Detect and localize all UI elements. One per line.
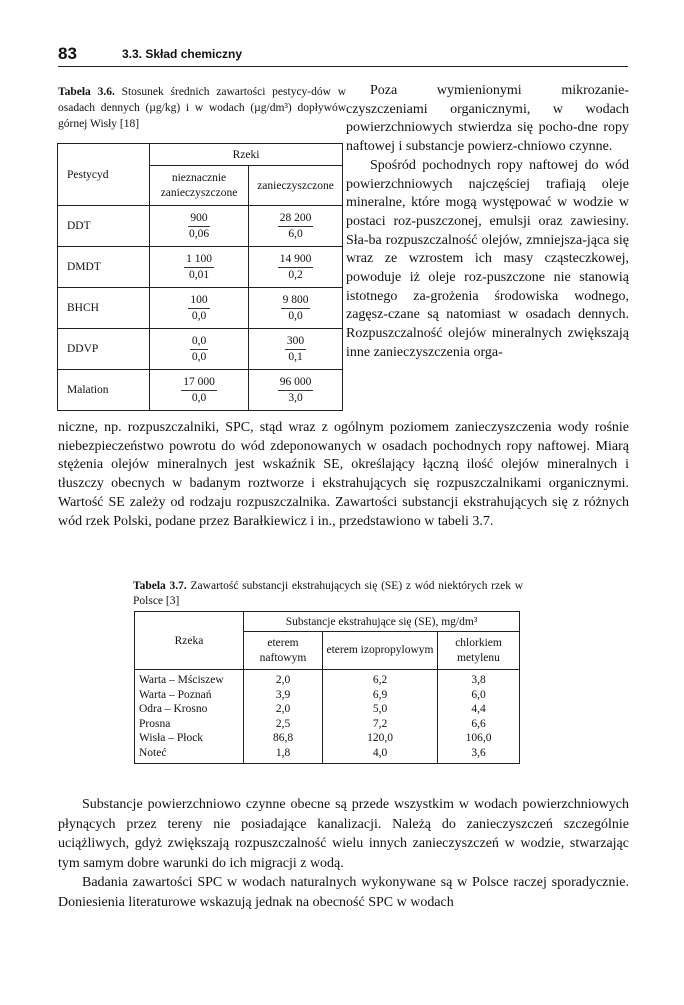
row-label: Odra – Krosno [135, 702, 244, 717]
table-row [58, 370, 343, 411]
body-text-bottom [58, 795, 629, 912]
table-row [58, 288, 343, 329]
section-title: 3.3. Skład chemiczny [122, 47, 243, 61]
cell-value: 6,2 [323, 670, 438, 688]
column-header: nieznacznie zanieczyszczone [150, 166, 249, 206]
cell-value: 7,2 [323, 717, 438, 732]
paragraph: Spośród pochodnych ropy naftowej do wód powierzchniowych najczęściej trafiają oleje mineralne, które mogą występować w wodzie w postaci roz-puszczonej, emulsji oraz zawiesiny. Sła-ba rozpuszczalność olejów, zmniejsza-jąca się wraz ze wzrostem ich masy cząsteczkowej, powoduje iż oleje roz-puszczone nie stanowią istotnego za-grożenia środowiska wodnego, zagęsz-czane są natomiast w osadach dennych. Rozpuszczalność olejów mineralnych zwiększają inne zanieczyszczenia orga- [346, 157, 629, 360]
cell-value: 2,5 [244, 717, 323, 732]
row-label: DDVP [58, 329, 150, 370]
cell-value: 106,0 [438, 731, 520, 746]
body-text [58, 419, 629, 531]
cell-value: 9 800 [281, 294, 311, 309]
column-header: zanieczyszczone [249, 166, 343, 206]
column-header: eterem naftowym [244, 632, 323, 670]
cell-value: 0,0 [191, 391, 207, 404]
cell-value: 6,0 [438, 688, 520, 703]
row-label: BHCH [58, 288, 150, 329]
column-header: Rzeka [135, 612, 244, 670]
row-label: DDT [58, 206, 150, 247]
table-caption-text: Zawartość substancji ekstrahujących się (SE) z wód niektórych rzek w Polsce [3] [133, 580, 524, 607]
paragraph: Substancje powierzchniowo czynne obecne są przede wszystkim w wodach powierzchniowych płynących przez tereny nie posiadające kanalizacji. Należą do zanieczyszczeń szczególnie uciążliwych, gdyż zwiększają rozpuszczalność wielu innych zanieczyszczeń w wodzie, stwarzając tym samym dobre warunki do ich migracji z wodą. [58, 797, 629, 871]
table-caption-label: Tabela 3.6. [58, 86, 115, 98]
table-caption-label: Tabela 3.7. [133, 580, 187, 592]
cell-value: 4,4 [438, 702, 520, 717]
cell-value: 5,0 [323, 702, 438, 717]
paragraph: niczne, np. rozpuszczalniki, SPC, stąd wraz z ogólnym poziomem zanieczyszczenia wody rośnie niebezpieczeństwo powrotu do wód zdeponowanych w osadach pochodnych ropy naftowej. Miarą stężenia olejów mineralnych jest wskaźnik SE, określający łączną ilość olejów mineralnych i tłuszczy obecnych w badanym roztworze i ekstrahujących się rozpuszczalnikami organicznymi. Wartość SE zależy od rodzaju rozpuszczalnika. Zawartości substancji ekstrahujących się z różnych wód rzek Polski, podane przez Barałkiewicz i in., przedstawiono w tabeli 3.7. [58, 420, 629, 529]
cell-value: 2,0 [244, 670, 323, 688]
paragraph: Poza wymienionymi mikrozanie-czyszczeniami organicznymi, w wodach powierzchniowych stwierdza się pocho-dne ropy naftowej i substancje powierz-chniowo czynne. [346, 83, 629, 155]
column-header: eterem izopropylowym [323, 632, 438, 670]
cell-value: 0,2 [288, 268, 303, 281]
row-label: Noteć [135, 746, 244, 764]
cell-value: 1,8 [244, 746, 323, 764]
table-caption [58, 84, 346, 132]
table-row [135, 688, 520, 703]
cell-value: 3,0 [288, 391, 303, 404]
cell-value: 0,0 [190, 335, 208, 350]
row-label: DMDT [58, 247, 150, 288]
cell-value: 28 200 [278, 212, 314, 227]
row-label: Prosna [135, 717, 244, 732]
page-header [58, 42, 628, 67]
cell-value: 0,01 [188, 268, 210, 281]
row-label: Malation [58, 370, 150, 411]
table-row [135, 746, 520, 764]
right-column-text [346, 82, 629, 363]
pesticide-table [57, 143, 343, 411]
cell-value: 3,8 [438, 670, 520, 688]
cell-value: 6,6 [438, 717, 520, 732]
cell-value: 0,0 [191, 350, 207, 363]
table-row [58, 247, 343, 288]
cell-value: 96 000 [278, 376, 314, 391]
table-row [135, 702, 520, 717]
table-row [58, 329, 343, 370]
row-label: Warta – Mściszew [135, 670, 244, 688]
cell-value: 300 [285, 335, 306, 350]
table-caption-text: Stosunek średnich zawartości pestycy-dów w osadach dennych (µg/kg) i w wodach (µg/dm³) dopływów górnej Wisły [18] [58, 86, 346, 130]
cell-value: 2,0 [244, 702, 323, 717]
table-row [135, 717, 520, 732]
cell-value: 3,6 [438, 746, 520, 764]
cell-value: 900 [188, 212, 209, 227]
paragraph: Badania zawartości SPC w wodach naturalnych wykonywane są w Polsce raczej sporadycznie. Doniesienia literaturowe wskazują jednak na obecność SPC w wodach [58, 875, 629, 910]
cell-value: 0,06 [188, 227, 210, 240]
cell-value: 120,0 [323, 731, 438, 746]
page-number: 83 [58, 44, 77, 63]
cell-value: 1 100 [184, 253, 214, 268]
cell-value: 86,8 [244, 731, 323, 746]
cell-value: 6,9 [323, 688, 438, 703]
cell-value: 6,0 [288, 227, 303, 240]
table-row [58, 206, 343, 247]
table-row [135, 670, 520, 688]
cell-value: 3,9 [244, 688, 323, 703]
cell-value: 0,1 [288, 350, 303, 363]
cell-value: 0,0 [191, 309, 207, 322]
extraction-table [134, 611, 520, 764]
column-header: Pestycyd [58, 144, 150, 206]
column-header: chlorkiem metylenu [438, 632, 520, 670]
column-header: Substancje ekstrahujące się (SE), mg/dm³ [244, 612, 520, 632]
cell-value: 0,0 [288, 309, 303, 322]
table-caption [133, 579, 523, 609]
cell-value: 100 [188, 294, 209, 309]
cell-value: 17 000 [181, 376, 217, 391]
row-label: Wisła – Płock [135, 731, 244, 746]
cell-value: 4,0 [323, 746, 438, 764]
row-label: Warta – Poznań [135, 688, 244, 703]
table-row [135, 731, 520, 746]
column-header: Rzeki [150, 144, 343, 166]
cell-value: 14 900 [278, 253, 314, 268]
